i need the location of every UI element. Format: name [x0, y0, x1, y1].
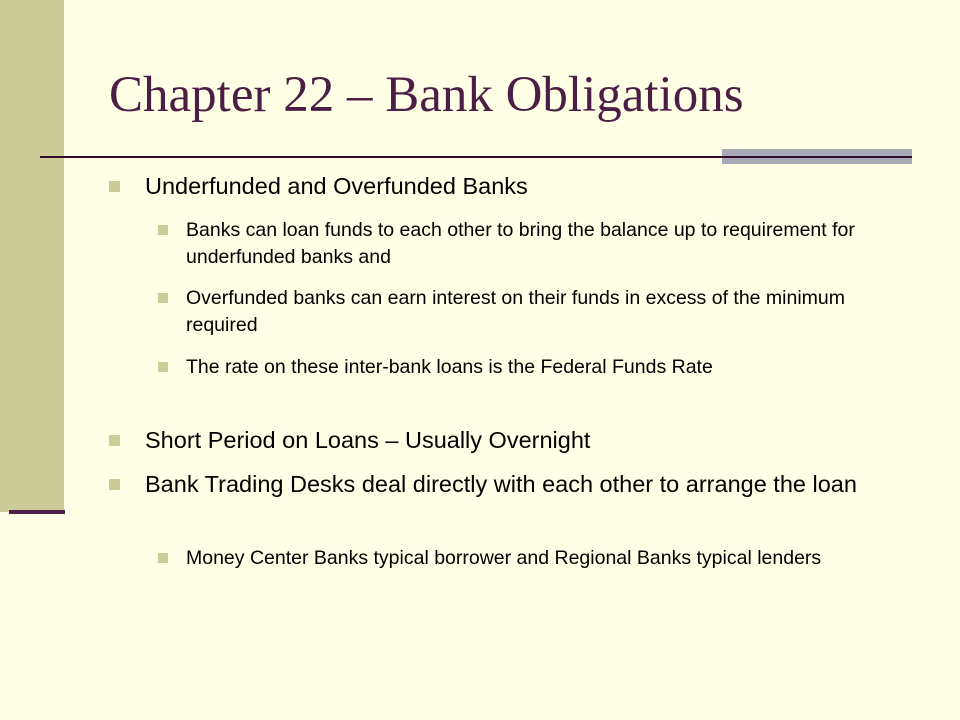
bullet-text: The rate on these inter-bank loans is the Federal Funds Rate — [186, 356, 713, 378]
bullet-trading-desks — [145, 470, 905, 499]
slide-title: Chapter 22 – Bank Obligations — [109, 67, 744, 123]
bullet-text: Money Center Banks typical borrower and Regional Banks typical lenders — [186, 547, 822, 569]
bullet-short-period — [145, 426, 905, 455]
bullet-text: Short Period on Loans – Usually Overnight — [145, 427, 591, 453]
bullet-text: Bank Trading Desks deal directly with each other to arrange the loan — [145, 471, 857, 497]
square-bullet-icon — [109, 479, 120, 490]
small-square-bullet-icon — [158, 225, 168, 235]
small-square-bullet-icon — [158, 293, 168, 303]
sub-bullet-federal-funds-rate — [186, 354, 886, 381]
bullet-text: Overfunded banks can earn interest on their funds in excess of the minimum required — [186, 287, 846, 336]
sub-bullet-loan-funds — [186, 217, 886, 271]
square-bullet-icon — [109, 435, 120, 446]
bullet-underfunded-overfunded — [145, 172, 905, 201]
bullet-text: Underfunded and Overfunded Banks — [145, 173, 528, 199]
square-bullet-icon — [109, 181, 120, 192]
small-square-bullet-icon — [158, 553, 168, 563]
small-square-bullet-icon — [158, 362, 168, 372]
bullet-text: Banks can loan funds to each other to bring the balance up to requirement for underfunded banks and — [186, 219, 855, 268]
sub-bullet-earn-interest — [186, 285, 886, 339]
sub-bullet-money-center-banks — [186, 545, 886, 572]
